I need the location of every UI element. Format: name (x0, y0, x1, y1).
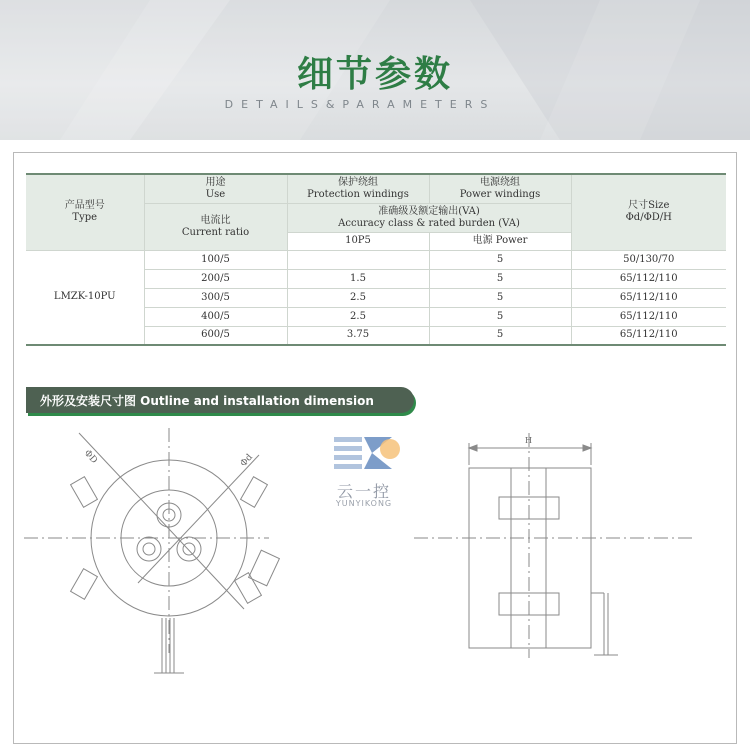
protection-cell: 2.5 (287, 307, 429, 326)
watermark-en: YUNYIKONG (335, 499, 393, 508)
hole-right (177, 537, 201, 561)
ratio-cell: 300/5 (144, 288, 287, 307)
header-power-class: 电源 Power (429, 232, 571, 250)
size-cell: 65/112/110 (571, 307, 726, 326)
lug-upper-right (241, 477, 268, 508)
protection-cell: 1.5 (287, 269, 429, 288)
lug-lower-right (235, 573, 262, 604)
spec-table (26, 173, 726, 346)
protection-cell: 3.75 (287, 326, 429, 345)
size-cell: 65/112/110 (571, 269, 726, 288)
label-H: H (525, 436, 532, 445)
spec-table-body (26, 250, 726, 345)
lug-lower-left (71, 569, 98, 600)
section-title-bar (26, 387, 414, 413)
header-protection: 保护绕组 Protection windings (287, 174, 429, 203)
lug-upper-left (71, 477, 98, 508)
ratio-cell: 200/5 (144, 269, 287, 288)
power-cell: 5 (429, 269, 571, 288)
ratio-cell: 400/5 (144, 307, 287, 326)
header-ratio: 电流比 Current ratio (144, 203, 287, 250)
size-cell: 50/130/70 (571, 250, 726, 269)
header-accuracy: 准确级及额定输出(VA) Accuracy class & rated burden (VA) (287, 203, 571, 232)
hole-left (137, 537, 161, 561)
power-cell: 5 (429, 326, 571, 345)
label-phid: Φd (238, 452, 256, 470)
protection-cell: 2.5 (287, 288, 429, 307)
dim-phiD-leader (79, 433, 244, 609)
page-subtitle: DETAILS&PARAMETERS (224, 98, 496, 111)
header-10p5: 10P5 (287, 232, 429, 250)
header-banner (0, 0, 750, 140)
header-model: 产品型号 Type (26, 174, 144, 250)
section-title: 外形及安装尺寸图 Outline and installation dimension (40, 394, 374, 408)
table-row (26, 250, 726, 269)
power-cell: 5 (429, 307, 571, 326)
protection-cell (287, 250, 429, 269)
power-cell: 5 (429, 288, 571, 307)
page-title: 细节参数 (296, 54, 453, 95)
size-cell: 65/112/110 (571, 326, 726, 345)
header-size: 尺寸Size Φd/ΦD/H (571, 174, 726, 250)
label-phiD: ΦD (81, 448, 99, 466)
model-cell: LMZK-10PU (26, 250, 144, 345)
header-use: 用途 Use (144, 174, 287, 203)
dim-phid-leader (138, 455, 259, 583)
details-panel (13, 152, 737, 744)
side-body (469, 468, 591, 648)
ratio-cell: 100/5 (144, 250, 287, 269)
watermark-cn: 云一控 (336, 482, 391, 501)
header-power: 电源绕组 Power windings (429, 174, 571, 203)
ratio-cell: 600/5 (144, 326, 287, 345)
size-cell: 65/112/110 (571, 288, 726, 307)
power-cell: 5 (429, 250, 571, 269)
